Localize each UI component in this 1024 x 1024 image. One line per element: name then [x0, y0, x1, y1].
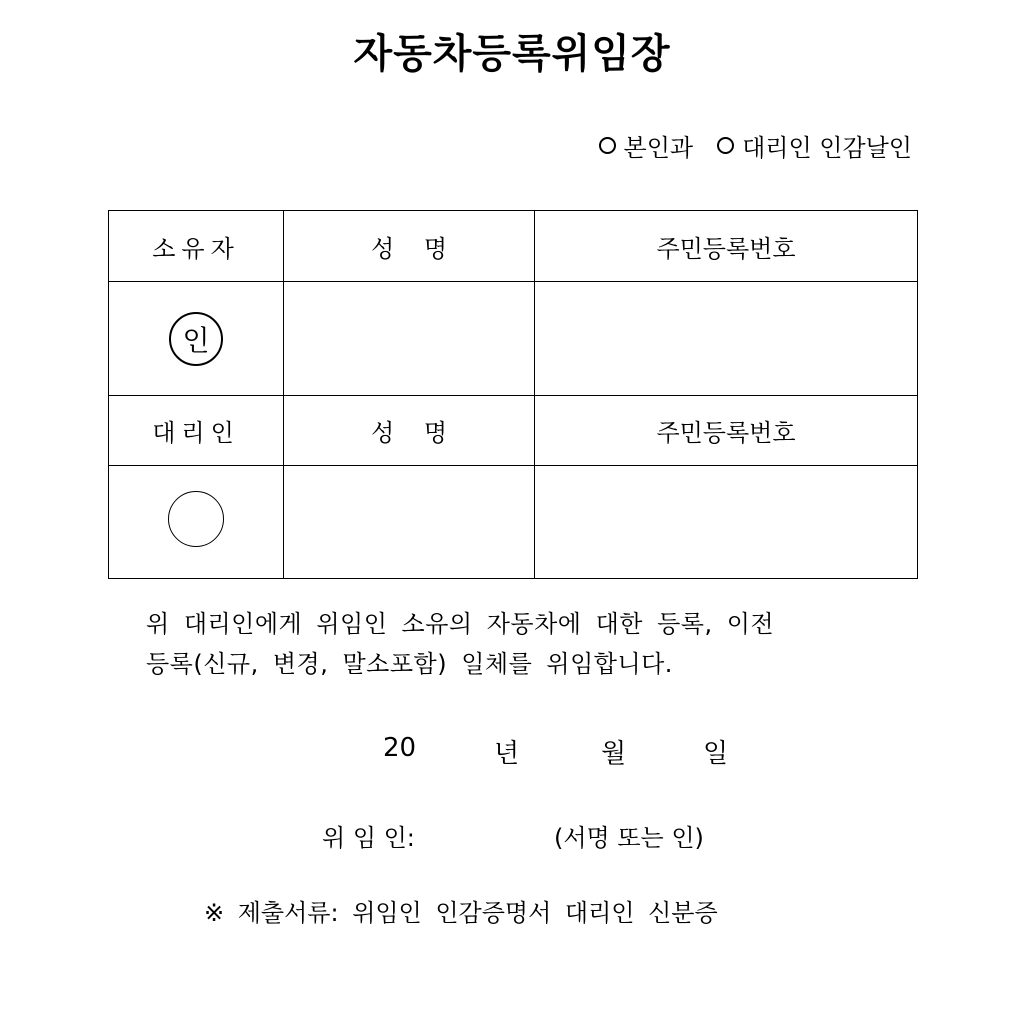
owner-input-row [109, 282, 918, 396]
delegator-line [0, 818, 1024, 854]
option-owner-label: 본인과 [623, 134, 694, 162]
signature-hint[interactable]: (서명 또는 인) [554, 824, 704, 852]
month-label: 월 [601, 739, 627, 769]
checkbox-circle-icon[interactable] [599, 137, 616, 154]
statement-line-1: 위 대리인에게 위임인 소유의 자동차에 대한 등록, 이전 [146, 610, 775, 638]
agent-name-header: 성 명 [371, 419, 447, 447]
statement-line-2: 등록(신규, 변경, 말소포함) 일체를 위임합니다. [146, 650, 673, 678]
owner-label-cell [109, 211, 284, 282]
agent-header-row [109, 396, 918, 466]
owner-id-header: 주민등록번호 [656, 234, 796, 263]
agent-name-field[interactable] [284, 466, 535, 579]
option-agent-label: 대리인 인감날인 [742, 134, 912, 162]
owner-id-field[interactable] [535, 282, 918, 396]
year-prefix[interactable]: 20 [383, 733, 417, 763]
agent-id-field[interactable] [535, 466, 918, 579]
agent-label: 대리인 [152, 419, 240, 447]
owner-name-header: 성 명 [371, 234, 447, 263]
owner-id-header-cell [535, 211, 918, 282]
year-label: 년 [494, 739, 520, 769]
document-title: 자동차등록위임장 [353, 31, 671, 77]
agent-id-header-cell [535, 396, 918, 466]
required-documents-note: ※ 제출서류: 위임인 인감증명서 대리인 신분증 [204, 899, 718, 927]
owner-header-row [109, 211, 918, 282]
date-line [0, 733, 1024, 769]
agent-label-cell [109, 396, 284, 466]
delegator-label: 위 임 인: [322, 824, 415, 852]
delegation-statement [146, 604, 886, 684]
agent-name-header-cell [284, 396, 535, 466]
owner-seal-cell[interactable] [109, 282, 284, 396]
owner-name-field[interactable] [284, 282, 535, 396]
agent-seal-circle-icon [168, 491, 224, 547]
agent-seal-cell[interactable] [109, 466, 284, 579]
owner-name-header-cell [284, 211, 535, 282]
checkbox-circle-icon[interactable] [717, 137, 734, 154]
agent-id-header: 주민등록번호 [656, 419, 796, 447]
seal-options [599, 128, 912, 163]
owner-seal-mark: 인 [169, 312, 223, 366]
day-label: 일 [703, 739, 729, 769]
agent-input-row [109, 466, 918, 579]
owner-label: 소유자 [152, 234, 240, 263]
registration-table [108, 210, 918, 579]
